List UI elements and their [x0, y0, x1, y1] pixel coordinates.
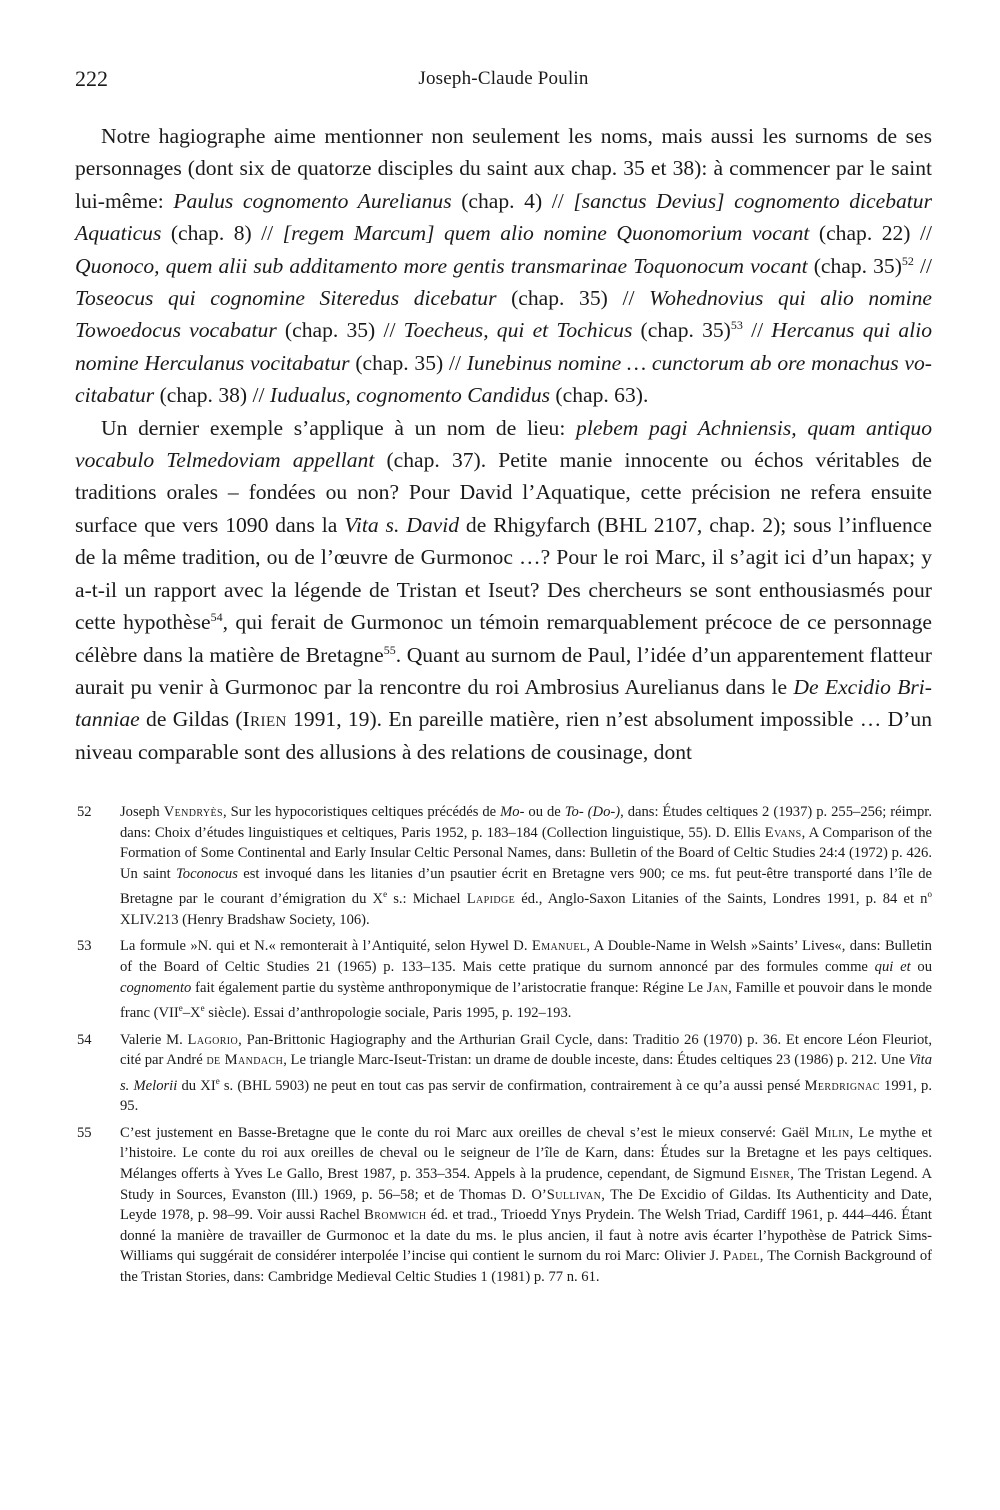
- italic-text: Iudualus, cognomento Candidus: [269, 383, 551, 408]
- text-run: de Gildas (: [139, 707, 243, 732]
- body-paragraph: [75, 120, 932, 412]
- text-run: (chap. 35): [632, 318, 731, 343]
- superscript: e: [383, 889, 388, 900]
- text-run: , The Tristan Legend. A Study in Sources, Evanston (Ill.) 1969, p. 56–58; et de Thomas D. O’: [120, 1166, 932, 1203]
- running-header: [75, 62, 932, 102]
- footnote-number: 54: [77, 1031, 92, 1048]
- text-run: (chap. 38) //: [154, 383, 270, 408]
- italic-text: [sanctus Devius] cognomento dicebatur Aquaticus: [75, 188, 932, 246]
- italic-text: Vita s. David: [344, 512, 460, 537]
- italic-text: Hercanus qui alio nomine Herculanus vocitabatur: [75, 318, 933, 375]
- superscript: 55: [383, 642, 396, 657]
- text-run: du XI: [177, 1077, 216, 1094]
- footnote-number: 55: [77, 1124, 92, 1141]
- text-run: ou: [910, 959, 932, 976]
- text-run: est invoqué dans les litanies d’un psautier écrit en Bretagne vers 900; ce ms. fut peut-être transporté dans l’île de Bretagne par le courant d’émigration du X: [120, 865, 932, 908]
- text-run: //: [742, 318, 772, 343]
- text-run: 1991, p. 95.: [120, 1077, 932, 1115]
- text-run: C’est justement en Basse-Bretagne que le conte du roi Marc aux oreilles de cheval s’est le mieux conservé: Gaël: [120, 1124, 815, 1141]
- text-run: 1991, 19). En pareille matière, rien n’est absolument impossible … D’un niveau comparable sont des allusions à des relations de cousinage, dont: [75, 707, 932, 764]
- main-text: [75, 120, 932, 768]
- author-name: Milin: [814, 1124, 850, 1141]
- italic-text: Iunebinus nomine … cunctorum ab ore monachus vocitabatur: [75, 350, 932, 408]
- text-run: éd., Anglo-Saxon Litanies of the Saints, Londres 1991, p. 84 et n: [515, 891, 928, 908]
- text-run: Un dernier exemple s’applique à un nom de lieu:: [101, 415, 577, 440]
- text-run: siècle). Essai d’anthropologie sociale, Paris 1995, p. 192–193.: [204, 1005, 572, 1022]
- italic-text: Toecheus, qui et Tochicus: [403, 318, 633, 343]
- author-name: Sullivan: [546, 1186, 602, 1203]
- text-run: XLIV.213 (Henry Bradshaw Society, 106).: [120, 911, 370, 928]
- body-paragraph: [75, 412, 932, 768]
- superscript: 54: [210, 609, 223, 624]
- footnote-number: 53: [77, 938, 92, 955]
- text-run: , Pan-Brittonic Hagiography and the Arthurian Grail Cycle, dans: Traditio 26 (1970) p. 36. Et encore Léon Fleuriot, cité par André: [120, 1031, 932, 1069]
- text-run: ou de: [524, 804, 565, 820]
- text-run: de Rhigyfarch (BHL 2107, chap. 2); sous l’influence de la même tradition, ou de l’œuvre de Gurmonoc …? Pour le roi Marc, il s’agit ici d’un hapax; y a-t-il un rapport avec la légende de Tristan et Iseut? Des chercheurs se sont enthousiasmés pour cette hypothèse: [75, 512, 932, 635]
- text-run: , Le triangle Marc-Iseut-Tristan: un drame de double inceste, dans: Études celtiques 23 (1986) p. 212. Une: [283, 1052, 909, 1069]
- author-name: Irien: [242, 707, 287, 732]
- book-page: [75, 62, 933, 1286]
- author-name: Evans: [764, 824, 802, 841]
- author-name: Lapidge: [466, 891, 516, 908]
- italic-text: Wohednovius qui alio nomine Towoedocus vocabatur: [75, 286, 932, 343]
- author-name: Bromwich: [364, 1207, 427, 1224]
- author-name: Lagorio: [187, 1031, 239, 1048]
- text-run: éd. et trad., Trioedd Ynys Prydein. The Welsh Triad, Cardiff 1961, p. 444–446. Étant donné la manière de travailler de Gurmonoc et la date du ms. le plus ancien, il faut à notre avis écarter l’hypothèse de Patrick Sims-Williams qui suggérait de considérer interpolée l’incise qui contient le surnom du roi Marc: Olivier J.: [120, 1207, 932, 1265]
- author-name: Eisner: [750, 1166, 791, 1183]
- text-run: Valerie M.: [120, 1031, 188, 1048]
- text-run: , A Double-Name in Welsh »Saints’ Lives«, dans: Bulletin of the Board of Celtic Studies 21 (1965) p. 133–135. Mais cette pratique du surnom annoncé par des formules comme: [120, 938, 932, 976]
- text-run: –X: [182, 1005, 201, 1022]
- italic-text: De Excidio Britanniae: [75, 674, 932, 732]
- text-run: (chap. 35): [807, 253, 902, 278]
- text-run: Joseph: [120, 804, 164, 820]
- author-name: Emanuel: [531, 938, 587, 955]
- footnote-text: [120, 804, 932, 928]
- superscript: e: [178, 1003, 183, 1014]
- text-run: , Le mythe et l’histoire. Le conte du roi aux oreilles de cheval ou le seigneur de l’île de Karn, dans: Études sur la Bretagne et les pays celtiques. Mélanges offerts à Yves Le Gallo, Brest 1987, p. 353–354. Appels à la prudence, cependant, de Sigmund: [120, 1124, 932, 1183]
- footnotes: [75, 802, 932, 1294]
- author-name: Padel: [722, 1248, 760, 1265]
- superscript: 53: [730, 318, 743, 333]
- text-run: (chap. 35) //: [276, 318, 404, 343]
- italic-text: Vita s. Melorii: [120, 1052, 932, 1094]
- italic-text: Paulus cognomento Aurelianus: [173, 188, 452, 213]
- author-name: Jan: [706, 979, 729, 996]
- page-number: 222: [75, 66, 108, 91]
- text-run: , dans: Études celtiques 2 (1937) p. 255–256; réimpr. dans: Choix d’études linguistiques et celtiques, Paris 1952, p. 183–184 (Collection linguistique, 55). D. Ellis: [120, 804, 932, 841]
- text-run: . Quant au surnom de Paul, l’idée d’un apparentement flatteur aurait pu venir à Gurmonoc par la rencontre du roi Ambrosius Aurelianus dans le: [75, 642, 932, 699]
- text-run: s. (BHL 5903) ne peut en tout cas pas servir de confirmation, contrairement à ce qu’a aussi pensé: [219, 1077, 805, 1094]
- italic-text: To- (Do-): [564, 804, 621, 820]
- footnote-text: [120, 1125, 932, 1285]
- superscript: e: [215, 1075, 220, 1086]
- footnote: [75, 802, 932, 930]
- superscript: 52: [901, 253, 914, 268]
- running-title: Joseph-Claude Poulin: [418, 68, 589, 89]
- text-run: , qui ferait de Gurmonoc un témoin remarquablement précoce de ce personnage célèbre dans la matière de Bretagne: [75, 610, 932, 667]
- text-run: (chap. 35) //: [349, 350, 467, 375]
- text-run: , Famille et pouvoir dans le monde franc (VII: [120, 979, 932, 1022]
- author-name: Merdrignac: [804, 1077, 880, 1094]
- italic-text: Quonoco, quem alii sub additamento more gentis transmarinae Toquonocum vocant: [75, 253, 808, 278]
- text-run: (chap. 35) //: [496, 286, 650, 311]
- text-run: , Sur les hypocoristiques celtiques précédés de: [223, 804, 501, 820]
- italic-text: cognomento: [120, 979, 192, 996]
- italic-text: qui et: [874, 959, 911, 976]
- footnote-text: [120, 938, 932, 1021]
- text-run: , The De Excidio of Gildas. Its Authenticity and Date, Leyde 1978, p. 98–99. Voir aussi Rachel: [120, 1186, 932, 1224]
- footnote: [75, 1030, 932, 1117]
- italic-text: Toconocus: [176, 865, 238, 882]
- text-run: (chap. 22) //: [809, 221, 932, 246]
- text-run: Notre hagiographe aime mentionner non seulement les noms, mais aussi les surnoms de ses personnages (dont six de quatorze disciples du saint aux chap. 35 et 38): à commencer par le saint lui-même:: [75, 124, 932, 213]
- italic-text: [regem Marcum] quem alio nomine Quonomorium vocant: [282, 221, 810, 246]
- text-run: , The Cornish Background of the Tristan Stories, dans: Cambridge Medieval Celtic Studies 1 (1981) p. 77 n. 61.: [120, 1248, 932, 1286]
- italic-text: Toseocus qui cognomine Siteredus dicebatur: [75, 286, 497, 311]
- text-run: //: [913, 253, 932, 278]
- text-run: (chap. 8) //: [161, 221, 283, 246]
- footnote: [75, 1123, 932, 1288]
- text-run: fait également partie du système anthroponymique de l’aristocratie franque: Régine Le: [191, 979, 707, 996]
- italic-text: Mo-: [500, 804, 525, 820]
- text-run: (chap. 4) //: [451, 188, 574, 213]
- text-run: (chap. 63).: [550, 383, 649, 408]
- footnote: [75, 936, 932, 1023]
- superscript: o: [927, 889, 932, 900]
- footnote-number: 52: [77, 804, 92, 820]
- text-run: La formule »N. qui et N.« remonterait à l’Antiquité, selon Hywel D.: [120, 938, 532, 955]
- text-run: (chap. 37). Petite manie innocente ou échos véritables de traditions orales – fondées ou non? Pour David l’Aquatique, cette précision ne refera ensuite surface que vers 1090 dans la: [75, 448, 933, 537]
- footnote-text: [120, 1032, 932, 1115]
- text-run: s.: Michael: [387, 891, 467, 908]
- italic-text: plebem pagi Achniensis, quam antiquo vocabulo Telmedoviam appellant: [75, 415, 933, 473]
- author-name: Vendryès: [163, 804, 224, 820]
- text-run: , A Comparison of the Formation of Some Continental and Early Insular Celtic Personal Names, dans: Bulletin of the Board of Celtic Studies 24:4 (1972) p. 426. Un saint: [120, 824, 933, 882]
- author-name: de Mandach: [206, 1052, 284, 1069]
- superscript: e: [200, 1003, 205, 1014]
